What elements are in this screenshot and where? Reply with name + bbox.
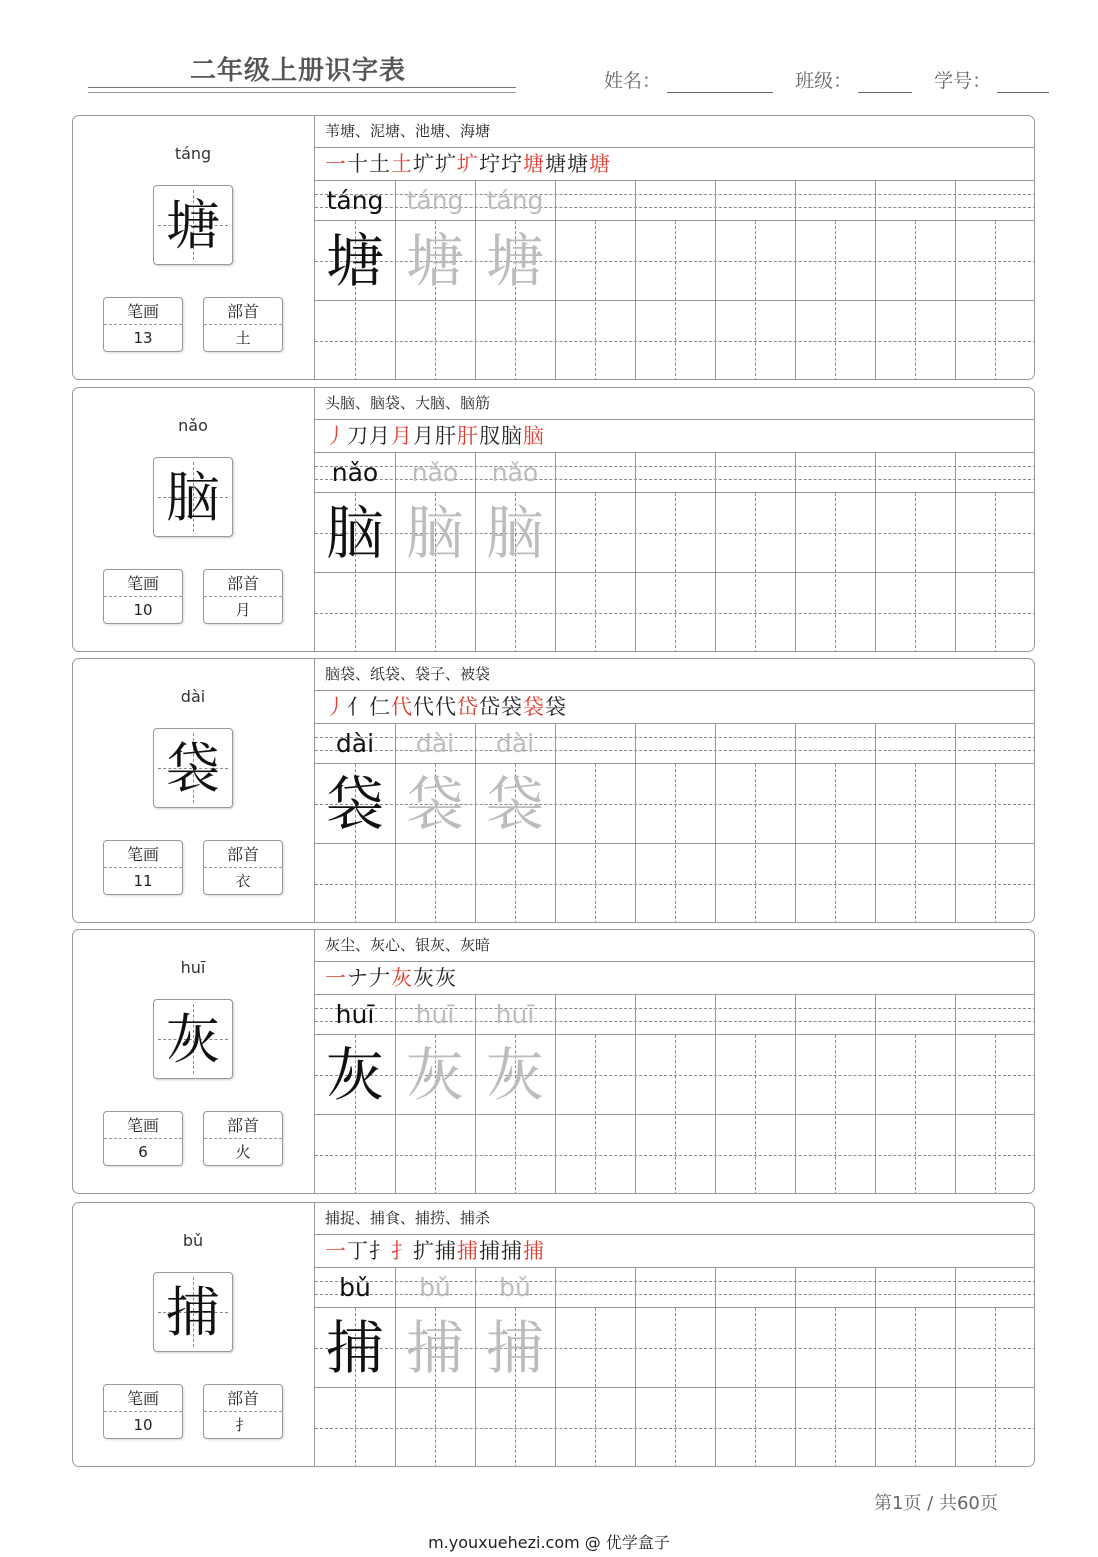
trace-character: 脑 xyxy=(485,499,544,567)
radical-label: 部首 xyxy=(204,1385,282,1412)
stroke-count-box xyxy=(103,1384,183,1439)
stroke-step: 圹 xyxy=(413,152,435,176)
stroke-count-value: 11 xyxy=(133,872,153,890)
practice-area xyxy=(315,1203,1035,1466)
character-pinyin: nǎo xyxy=(178,416,208,435)
stroke-step: 捕 xyxy=(479,1239,501,1263)
stroke-step: 岱 xyxy=(457,695,479,719)
stroke-step: 丿 xyxy=(325,424,347,448)
stroke-step: 圹 xyxy=(457,152,479,176)
trace-pinyin: huī xyxy=(495,1000,535,1029)
radical-box xyxy=(203,297,283,352)
stroke-step: 捕 xyxy=(501,1239,523,1263)
character-glyph: 脑 xyxy=(166,466,220,529)
stroke-step: 塘 xyxy=(589,152,611,176)
writing-grid[interactable] xyxy=(315,1268,1035,1467)
stroke-step: 袋 xyxy=(545,695,567,719)
stroke-step: 月 xyxy=(391,424,413,448)
name-field[interactable] xyxy=(667,71,773,93)
trace-character: 脑 xyxy=(405,499,464,567)
radical-label: 部首 xyxy=(204,298,282,325)
practice-area xyxy=(315,930,1035,1193)
trace-character: 袋 xyxy=(405,770,464,838)
stroke-step: 扩 xyxy=(413,1239,435,1263)
stroke-count-box xyxy=(103,1111,183,1166)
class-label: 班级： xyxy=(795,70,853,92)
trace-pinyin: bǔ xyxy=(419,1273,451,1302)
stroke-count-label: 笔画 xyxy=(104,1112,182,1139)
stroke-count-label: 笔画 xyxy=(104,1385,182,1412)
radical-box xyxy=(203,569,283,624)
trace-character: 捕 xyxy=(405,1314,464,1382)
stroke-step: 坾 xyxy=(479,152,501,176)
stroke-step: 灰 xyxy=(413,966,435,990)
model-pinyin: bǔ xyxy=(339,1273,371,1302)
trace-pinyin: dài xyxy=(495,729,535,758)
practice-area xyxy=(315,116,1035,379)
radical-box xyxy=(203,1384,283,1439)
stroke-count-label: 笔画 xyxy=(104,570,182,597)
character-summary xyxy=(73,116,315,379)
model-pinyin: nǎo xyxy=(331,458,379,487)
character-pinyin: táng xyxy=(174,144,212,163)
page-number: 第1页 / 共60页 xyxy=(874,1493,998,1514)
radical-value: 衣 xyxy=(235,872,251,890)
model-character: 塘 xyxy=(325,227,384,295)
model-pinyin: huī xyxy=(335,1000,375,1029)
radical-box xyxy=(203,840,283,895)
character-box xyxy=(153,1272,233,1352)
example-words: 头脑、脑袋、大脑、脑筋 xyxy=(315,388,1035,420)
stroke-step: ナ xyxy=(347,966,369,990)
stroke-step: 脑 xyxy=(523,424,545,448)
character-box xyxy=(153,728,233,808)
stroke-step: 十 xyxy=(347,152,369,176)
trace-character: 塘 xyxy=(485,227,544,295)
trace-character: 袋 xyxy=(485,770,544,838)
stroke-step: 𠂇 xyxy=(369,966,391,990)
stroke-step: 代 xyxy=(435,695,457,719)
example-words: 灰尘、灰心、银灰、灰暗 xyxy=(315,930,1035,962)
trace-character: 灰 xyxy=(405,1041,464,1109)
writing-grid[interactable] xyxy=(315,181,1035,380)
stroke-step: 捕 xyxy=(523,1239,545,1263)
stroke-step: 灰 xyxy=(435,966,457,990)
stroke-step: 岱 xyxy=(479,695,501,719)
stroke-step: 袋 xyxy=(501,695,523,719)
stroke-step: 脑 xyxy=(501,424,523,448)
character-glyph: 塘 xyxy=(166,194,220,257)
trace-character: 捕 xyxy=(485,1314,544,1382)
trace-pinyin: táng xyxy=(406,186,464,215)
stroke-step: 亻 xyxy=(347,695,369,719)
model-character: 袋 xyxy=(325,770,384,838)
writing-grid[interactable] xyxy=(315,995,1035,1194)
practice-area xyxy=(315,388,1035,651)
example-words: 脑袋、纸袋、袋子、被袋 xyxy=(315,659,1035,691)
stroke-order xyxy=(315,1235,1035,1268)
stroke-count-value: 13 xyxy=(133,329,153,347)
trace-character: 灰 xyxy=(485,1041,544,1109)
stroke-step: 塘 xyxy=(567,152,589,176)
model-pinyin: táng xyxy=(326,186,384,215)
character-card xyxy=(72,658,1035,923)
stroke-step: 月 xyxy=(413,424,435,448)
radical-value: 火 xyxy=(235,1143,251,1161)
trace-pinyin: huī xyxy=(415,1000,455,1029)
model-pinyin: dài xyxy=(335,729,375,758)
name-label: 姓名： xyxy=(604,70,662,92)
trace-pinyin: dài xyxy=(415,729,455,758)
stroke-order xyxy=(315,962,1035,995)
character-summary xyxy=(73,388,315,651)
stroke-step: 坾 xyxy=(501,152,523,176)
stroke-order xyxy=(315,148,1035,181)
radical-value: 扌 xyxy=(235,1416,251,1434)
stroke-step: 袋 xyxy=(523,695,545,719)
trace-pinyin: bǔ xyxy=(499,1273,531,1302)
radical-value: 土 xyxy=(235,329,251,347)
stroke-step: 肞 xyxy=(479,424,501,448)
radical-label: 部首 xyxy=(204,1112,282,1139)
stroke-step: 代 xyxy=(391,695,413,719)
stroke-step: 一 xyxy=(325,152,347,176)
character-pinyin: huī xyxy=(180,958,206,977)
stroke-count-box xyxy=(103,297,183,352)
stroke-step: 塘 xyxy=(523,152,545,176)
model-character: 捕 xyxy=(325,1314,384,1382)
character-glyph: 捕 xyxy=(166,1281,220,1344)
character-card xyxy=(72,115,1035,380)
character-summary xyxy=(73,930,315,1193)
stroke-step: 仁 xyxy=(369,695,391,719)
example-words: 苇塘、泥塘、池塘、海塘 xyxy=(315,116,1035,148)
stroke-step: 捕 xyxy=(457,1239,479,1263)
class-field[interactable] xyxy=(858,71,912,93)
character-glyph: 灰 xyxy=(166,1008,220,1071)
stroke-step: 肝 xyxy=(435,424,457,448)
stroke-order xyxy=(315,691,1035,724)
stroke-step: 丁 xyxy=(347,1239,369,1263)
stroke-count-box xyxy=(103,569,183,624)
character-box xyxy=(153,457,233,537)
character-pinyin: bǔ xyxy=(182,1231,204,1250)
character-summary xyxy=(73,1203,315,1466)
stroke-step: 土 xyxy=(391,152,413,176)
stroke-step: 捕 xyxy=(435,1239,457,1263)
stroke-order xyxy=(315,420,1035,453)
stroke-step: 刀 xyxy=(347,424,369,448)
trace-pinyin: nǎo xyxy=(411,458,459,487)
footer-text: m.youxuehezi.com @ 优学盒子 xyxy=(428,1533,670,1552)
number-label: 学号： xyxy=(934,70,992,92)
stroke-count-label: 笔画 xyxy=(104,841,182,868)
character-box xyxy=(153,185,233,265)
stroke-step: 土 xyxy=(369,152,391,176)
stroke-count-value: 10 xyxy=(133,601,153,619)
title-underline xyxy=(88,87,516,88)
trace-pinyin: táng xyxy=(486,186,544,215)
model-character: 脑 xyxy=(325,499,384,567)
practice-area xyxy=(315,659,1035,922)
stroke-count-label: 笔画 xyxy=(104,298,182,325)
stroke-step: 月 xyxy=(369,424,391,448)
character-card xyxy=(72,929,1035,1194)
page-title: 二年级上册识字表 xyxy=(190,56,407,86)
radical-label: 部首 xyxy=(204,841,282,868)
model-character: 灰 xyxy=(325,1041,384,1109)
title-underline-2 xyxy=(88,92,516,93)
character-glyph: 袋 xyxy=(166,737,220,800)
character-box xyxy=(153,999,233,1079)
student-fields xyxy=(604,66,1049,93)
stroke-step: 一 xyxy=(325,966,347,990)
stroke-step: 一 xyxy=(325,1239,347,1263)
stroke-step: 肝 xyxy=(457,424,479,448)
trace-character: 塘 xyxy=(405,227,464,295)
stroke-step: 代 xyxy=(413,695,435,719)
stroke-step: 塘 xyxy=(545,152,567,176)
stroke-count-value: 10 xyxy=(133,1416,153,1434)
stroke-count-box xyxy=(103,840,183,895)
stroke-step: 扌 xyxy=(391,1239,413,1263)
character-card xyxy=(72,1202,1035,1467)
stroke-count-value: 6 xyxy=(138,1143,148,1161)
stroke-step: 圹 xyxy=(435,152,457,176)
character-summary xyxy=(73,659,315,922)
writing-grid[interactable] xyxy=(315,724,1035,923)
character-card xyxy=(72,387,1035,652)
stroke-step: 丿 xyxy=(325,695,347,719)
character-pinyin: dài xyxy=(180,687,206,706)
radical-box xyxy=(203,1111,283,1166)
stroke-step: 扌 xyxy=(369,1239,391,1263)
example-words: 捕捉、捕食、捕捞、捕杀 xyxy=(315,1203,1035,1235)
stroke-step: 灰 xyxy=(391,966,413,990)
number-field[interactable] xyxy=(997,71,1049,93)
trace-pinyin: nǎo xyxy=(491,458,539,487)
radical-label: 部首 xyxy=(204,570,282,597)
writing-grid[interactable] xyxy=(315,453,1035,652)
radical-value: 月 xyxy=(235,601,251,619)
